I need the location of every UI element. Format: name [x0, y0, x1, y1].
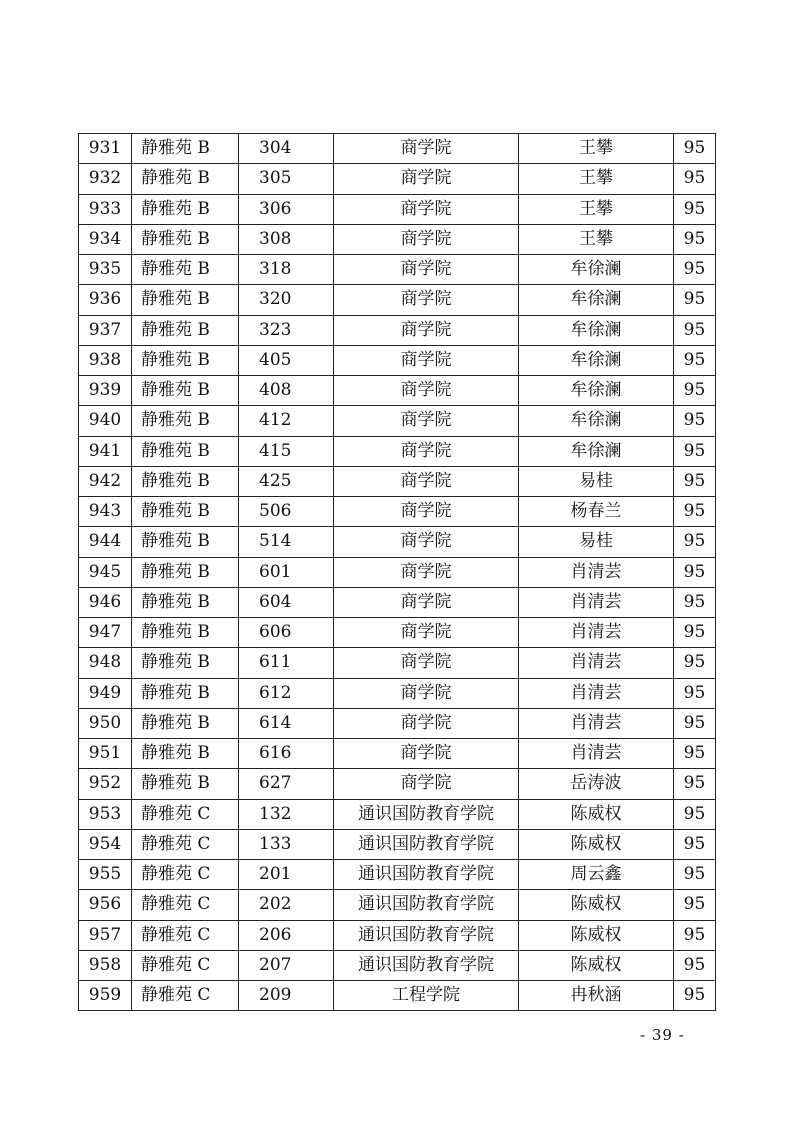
- row-index-cell: 936: [79, 285, 132, 315]
- table-row: [79, 799, 716, 829]
- table-row: [79, 436, 716, 466]
- score-cell: 95: [674, 739, 716, 769]
- row-index-cell: 956: [79, 890, 132, 920]
- college-cell: 商学院: [334, 466, 519, 496]
- building-cell: 静雅苑 C: [132, 890, 239, 920]
- college-cell: 商学院: [334, 134, 519, 164]
- table-row: [79, 557, 716, 587]
- room-cell: 318: [239, 255, 334, 285]
- table-row: [79, 587, 716, 617]
- counselor-cell: 牟徐澜: [519, 285, 674, 315]
- row-index-cell: 931: [79, 134, 132, 164]
- counselor-cell: 肖清芸: [519, 587, 674, 617]
- score-cell: 95: [674, 829, 716, 859]
- room-cell: 612: [239, 678, 334, 708]
- building-cell: 静雅苑 B: [132, 708, 239, 738]
- college-cell: 商学院: [334, 527, 519, 557]
- room-cell: 323: [239, 315, 334, 345]
- college-cell: 商学院: [334, 739, 519, 769]
- row-index-cell: 942: [79, 466, 132, 496]
- building-cell: 静雅苑 B: [132, 315, 239, 345]
- row-index-cell: 935: [79, 255, 132, 285]
- counselor-cell: 牟徐澜: [519, 315, 674, 345]
- score-cell: 95: [674, 466, 716, 496]
- room-cell: 209: [239, 981, 334, 1011]
- building-cell: 静雅苑 C: [132, 799, 239, 829]
- building-cell: 静雅苑 C: [132, 860, 239, 890]
- building-cell: 静雅苑 B: [132, 255, 239, 285]
- building-cell: 静雅苑 B: [132, 376, 239, 406]
- row-index-cell: 955: [79, 860, 132, 890]
- table-row: [79, 829, 716, 859]
- college-cell: 商学院: [334, 678, 519, 708]
- table-row: [79, 860, 716, 890]
- score-cell: 95: [674, 255, 716, 285]
- college-cell: 商学院: [334, 708, 519, 738]
- counselor-cell: 陈威权: [519, 950, 674, 980]
- table-row: [79, 678, 716, 708]
- row-index-cell: 940: [79, 406, 132, 436]
- counselor-cell: 岳涛波: [519, 769, 674, 799]
- room-cell: 405: [239, 345, 334, 375]
- row-index-cell: 953: [79, 799, 132, 829]
- college-cell: 通识国防教育学院: [334, 829, 519, 859]
- college-cell: 通识国防教育学院: [334, 890, 519, 920]
- score-cell: 95: [674, 497, 716, 527]
- table-row: [79, 497, 716, 527]
- room-cell: 132: [239, 799, 334, 829]
- table-row: [79, 618, 716, 648]
- college-cell: 商学院: [334, 164, 519, 194]
- row-index-cell: 933: [79, 194, 132, 224]
- table-row: [79, 224, 716, 254]
- table-row: [79, 769, 716, 799]
- table-row: [79, 285, 716, 315]
- college-cell: 商学院: [334, 376, 519, 406]
- room-cell: 601: [239, 557, 334, 587]
- score-cell: 95: [674, 345, 716, 375]
- building-cell: 静雅苑 B: [132, 466, 239, 496]
- college-cell: 商学院: [334, 618, 519, 648]
- row-index-cell: 946: [79, 587, 132, 617]
- building-cell: 静雅苑 B: [132, 527, 239, 557]
- score-cell: 95: [674, 164, 716, 194]
- college-cell: 商学院: [334, 255, 519, 285]
- counselor-cell: 肖清芸: [519, 678, 674, 708]
- counselor-cell: 肖清芸: [519, 648, 674, 678]
- room-cell: 133: [239, 829, 334, 859]
- row-index-cell: 950: [79, 708, 132, 738]
- table-row: [79, 194, 716, 224]
- table-row: [79, 890, 716, 920]
- row-index-cell: 958: [79, 950, 132, 980]
- row-index-cell: 949: [79, 678, 132, 708]
- room-cell: 415: [239, 436, 334, 466]
- score-cell: 95: [674, 587, 716, 617]
- counselor-cell: 牟徐澜: [519, 345, 674, 375]
- score-cell: 95: [674, 285, 716, 315]
- counselor-cell: 陈威权: [519, 799, 674, 829]
- room-cell: 616: [239, 739, 334, 769]
- building-cell: 静雅苑 B: [132, 497, 239, 527]
- score-cell: 95: [674, 134, 716, 164]
- counselor-cell: 牟徐澜: [519, 406, 674, 436]
- score-cell: 95: [674, 376, 716, 406]
- row-index-cell: 951: [79, 739, 132, 769]
- counselor-cell: 肖清芸: [519, 739, 674, 769]
- counselor-cell: 王攀: [519, 134, 674, 164]
- counselor-cell: 牟徐澜: [519, 436, 674, 466]
- college-cell: 通识国防教育学院: [334, 920, 519, 950]
- table-row: [79, 134, 716, 164]
- college-cell: 通识国防教育学院: [334, 950, 519, 980]
- room-cell: 627: [239, 769, 334, 799]
- row-index-cell: 959: [79, 981, 132, 1011]
- score-cell: 95: [674, 860, 716, 890]
- table-row: [79, 406, 716, 436]
- building-cell: 静雅苑 B: [132, 164, 239, 194]
- building-cell: 静雅苑 B: [132, 194, 239, 224]
- table-row: [79, 376, 716, 406]
- building-cell: 静雅苑 C: [132, 829, 239, 859]
- building-cell: 静雅苑 B: [132, 345, 239, 375]
- college-cell: 商学院: [334, 497, 519, 527]
- score-cell: 95: [674, 950, 716, 980]
- college-cell: 工程学院: [334, 981, 519, 1011]
- counselor-cell: 杨春兰: [519, 497, 674, 527]
- counselor-cell: 王攀: [519, 224, 674, 254]
- table-row: [79, 920, 716, 950]
- row-index-cell: 947: [79, 618, 132, 648]
- counselor-cell: 牟徐澜: [519, 376, 674, 406]
- row-index-cell: 939: [79, 376, 132, 406]
- building-cell: 静雅苑 B: [132, 134, 239, 164]
- row-index-cell: 944: [79, 527, 132, 557]
- row-index-cell: 943: [79, 497, 132, 527]
- table-row: [79, 255, 716, 285]
- table-row: [79, 648, 716, 678]
- building-cell: 静雅苑 B: [132, 618, 239, 648]
- counselor-cell: 王攀: [519, 194, 674, 224]
- college-cell: 商学院: [334, 648, 519, 678]
- college-cell: 商学院: [334, 345, 519, 375]
- score-cell: 95: [674, 799, 716, 829]
- score-cell: 95: [674, 648, 716, 678]
- table-row: [79, 739, 716, 769]
- score-cell: 95: [674, 406, 716, 436]
- row-index-cell: 945: [79, 557, 132, 587]
- college-cell: 商学院: [334, 587, 519, 617]
- row-index-cell: 948: [79, 648, 132, 678]
- college-cell: 商学院: [334, 406, 519, 436]
- college-cell: 商学院: [334, 315, 519, 345]
- building-cell: 静雅苑 B: [132, 436, 239, 466]
- counselor-cell: 易桂: [519, 527, 674, 557]
- dormitory-score-table: [78, 133, 716, 1011]
- college-cell: 商学院: [334, 194, 519, 224]
- table-row: [79, 708, 716, 738]
- table-row: [79, 345, 716, 375]
- page-number: - 39 -: [640, 1026, 685, 1044]
- counselor-cell: 牟徐澜: [519, 255, 674, 285]
- room-cell: 304: [239, 134, 334, 164]
- row-index-cell: 952: [79, 769, 132, 799]
- room-cell: 425: [239, 466, 334, 496]
- score-cell: 95: [674, 618, 716, 648]
- score-cell: 95: [674, 527, 716, 557]
- college-cell: 商学院: [334, 285, 519, 315]
- score-cell: 95: [674, 769, 716, 799]
- counselor-cell: 肖清芸: [519, 708, 674, 738]
- building-cell: 静雅苑 B: [132, 769, 239, 799]
- room-cell: 206: [239, 920, 334, 950]
- row-index-cell: 934: [79, 224, 132, 254]
- table-row: [79, 164, 716, 194]
- building-cell: 静雅苑 B: [132, 406, 239, 436]
- building-cell: 静雅苑 B: [132, 587, 239, 617]
- counselor-cell: 陈威权: [519, 920, 674, 950]
- building-cell: 静雅苑 B: [132, 739, 239, 769]
- room-cell: 306: [239, 194, 334, 224]
- score-cell: 95: [674, 436, 716, 466]
- table-row: [79, 466, 716, 496]
- row-index-cell: 932: [79, 164, 132, 194]
- college-cell: 商学院: [334, 557, 519, 587]
- row-index-cell: 954: [79, 829, 132, 859]
- building-cell: 静雅苑 B: [132, 648, 239, 678]
- room-cell: 606: [239, 618, 334, 648]
- row-index-cell: 937: [79, 315, 132, 345]
- counselor-cell: 陈威权: [519, 829, 674, 859]
- room-cell: 604: [239, 587, 334, 617]
- building-cell: 静雅苑 C: [132, 981, 239, 1011]
- table-row: [79, 315, 716, 345]
- room-cell: 614: [239, 708, 334, 738]
- college-cell: 商学院: [334, 436, 519, 466]
- table-row: [79, 981, 716, 1011]
- row-index-cell: 957: [79, 920, 132, 950]
- counselor-cell: 肖清芸: [519, 557, 674, 587]
- building-cell: 静雅苑 B: [132, 678, 239, 708]
- college-cell: 通识国防教育学院: [334, 799, 519, 829]
- room-cell: 320: [239, 285, 334, 315]
- counselor-cell: 王攀: [519, 164, 674, 194]
- counselor-cell: 周云鑫: [519, 860, 674, 890]
- row-index-cell: 938: [79, 345, 132, 375]
- score-cell: 95: [674, 224, 716, 254]
- score-cell: 95: [674, 890, 716, 920]
- room-cell: 305: [239, 164, 334, 194]
- score-cell: 95: [674, 557, 716, 587]
- building-cell: 静雅苑 C: [132, 920, 239, 950]
- counselor-cell: 陈威权: [519, 890, 674, 920]
- building-cell: 静雅苑 B: [132, 224, 239, 254]
- room-cell: 207: [239, 950, 334, 980]
- counselor-cell: 冉秋涵: [519, 981, 674, 1011]
- room-cell: 514: [239, 527, 334, 557]
- table-row: [79, 950, 716, 980]
- row-index-cell: 941: [79, 436, 132, 466]
- table-body: [79, 134, 716, 1011]
- score-cell: 95: [674, 920, 716, 950]
- building-cell: 静雅苑 B: [132, 285, 239, 315]
- room-cell: 408: [239, 376, 334, 406]
- score-cell: 95: [674, 708, 716, 738]
- college-cell: 商学院: [334, 769, 519, 799]
- counselor-cell: 肖清芸: [519, 618, 674, 648]
- building-cell: 静雅苑 B: [132, 557, 239, 587]
- room-cell: 611: [239, 648, 334, 678]
- building-cell: 静雅苑 C: [132, 950, 239, 980]
- room-cell: 308: [239, 224, 334, 254]
- college-cell: 商学院: [334, 224, 519, 254]
- room-cell: 202: [239, 890, 334, 920]
- score-cell: 95: [674, 678, 716, 708]
- score-cell: 95: [674, 315, 716, 345]
- room-cell: 201: [239, 860, 334, 890]
- score-cell: 95: [674, 194, 716, 224]
- room-cell: 412: [239, 406, 334, 436]
- table-row: [79, 527, 716, 557]
- room-cell: 506: [239, 497, 334, 527]
- college-cell: 通识国防教育学院: [334, 860, 519, 890]
- counselor-cell: 易桂: [519, 466, 674, 496]
- score-cell: 95: [674, 981, 716, 1011]
